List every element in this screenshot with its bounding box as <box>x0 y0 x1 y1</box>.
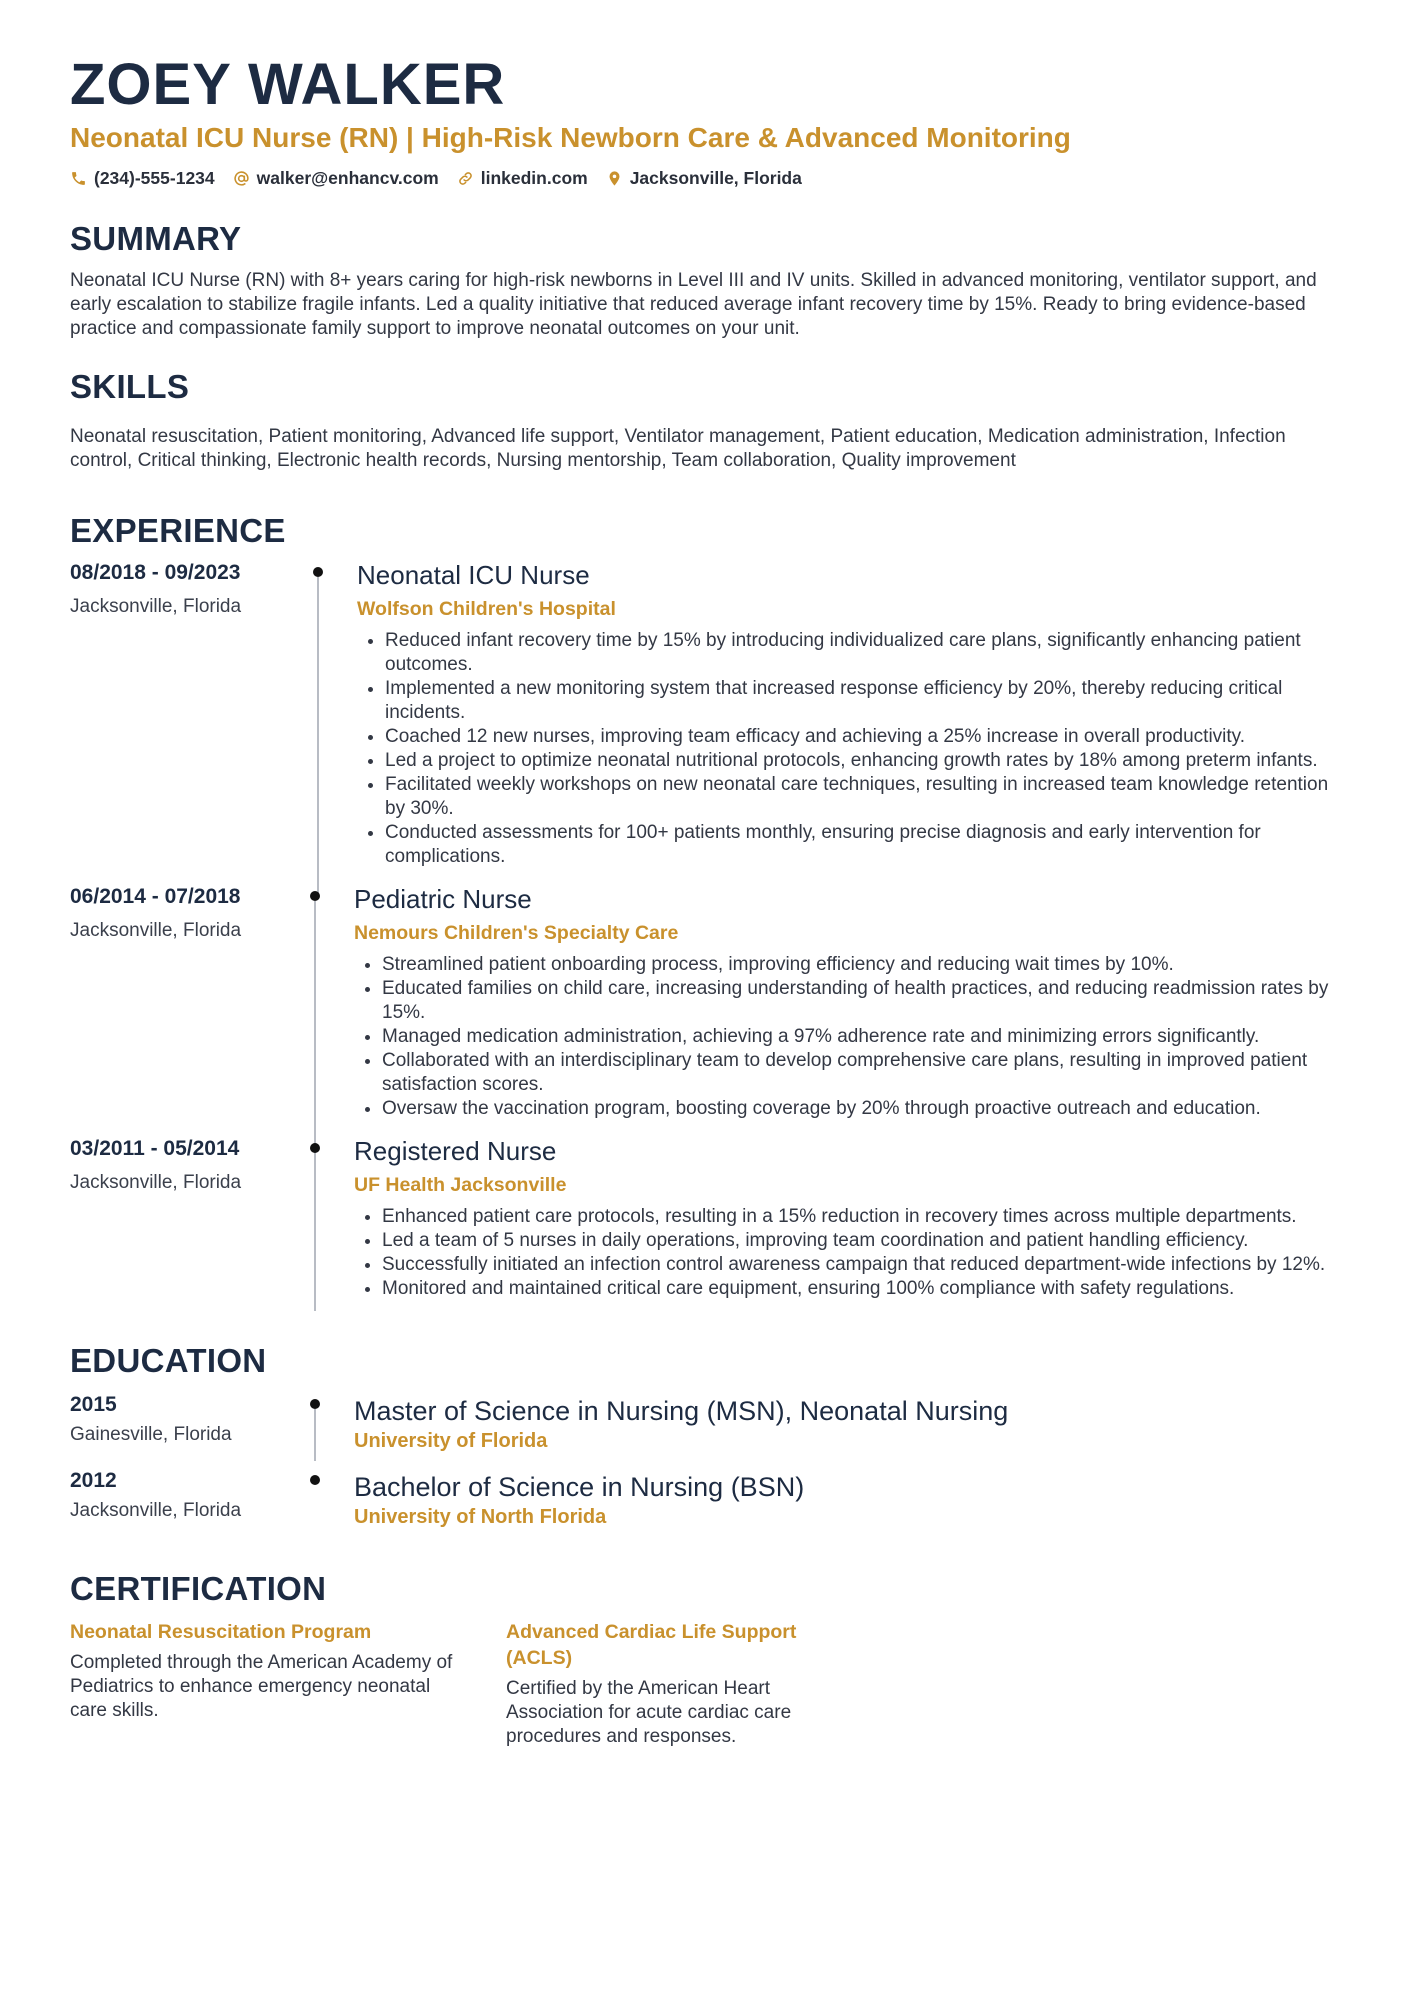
timeline-rail <box>310 1467 354 1529</box>
map-pin-icon <box>606 170 623 187</box>
education-year: 2015 <box>70 1393 117 1416</box>
timeline-rail <box>310 1135 354 1301</box>
achievement-item: • Led a team of 5 nurses in daily operations, improving team coordination and patient handling efficiency. <box>382 1229 1350 1253</box>
achievement-item: • Enhanced patient care protocols, resulting in a 15% reduction in recovery times across multiple departments. <box>382 1205 1350 1229</box>
certification-description: Completed through the American Academy of Pediatrics to enhance emergency neonatal care skills. <box>70 1652 453 1721</box>
degree-title: Master of Science in Nursing (MSN), Neonatal Nursing <box>354 1396 1009 1426</box>
education-location: Gainesville, Florida <box>70 1424 232 1445</box>
experience-dates: 03/2011 - 05/2014 <box>70 1137 240 1160</box>
education-entry <box>70 1391 1350 1453</box>
education-year: 2012 <box>70 1469 117 1492</box>
achievement-item: • Managed medication administration, achieving a 97% adherence rate and minimizing errors significantly. <box>382 1025 1350 1049</box>
at-icon <box>233 170 250 187</box>
achievement-item: • Coached 12 new nurses, improving team efficacy and achieving a 25% increase in overall productivity. <box>385 725 1350 749</box>
certification-name: Advanced Cardiac Life Support (ACLS) <box>506 1621 797 1669</box>
timeline-dot <box>310 1399 320 1409</box>
certification-item <box>506 1619 846 1749</box>
timeline-dot <box>310 1143 320 1153</box>
timeline-rail <box>310 1391 354 1453</box>
phone-text: (234)-555-1234 <box>94 168 215 188</box>
achievement-list <box>354 1205 1350 1301</box>
job-title: Registered Nurse <box>354 1136 557 1166</box>
education-heading: EDUCATION <box>70 1342 267 1379</box>
contact-location <box>606 168 802 189</box>
summary-heading: SUMMARY <box>70 220 242 257</box>
achievement-item: • Reduced infant recovery time by 15% by introducing individualized care plans, significantly enhancing patient outcomes. <box>385 629 1350 677</box>
achievement-list <box>357 629 1350 869</box>
timeline-line <box>314 901 316 1171</box>
experience-dates: 06/2014 - 07/2018 <box>70 885 241 908</box>
achievement-item: • Conducted assessments for 100+ patients monthly, ensuring precise diagnosis and early intervention for complications. <box>385 821 1350 869</box>
degree-title: Bachelor of Science in Nursing (BSN) <box>354 1472 805 1502</box>
achievement-list <box>354 953 1350 1121</box>
experience-entry <box>70 883 1350 1121</box>
timeline-line <box>314 1409 316 1461</box>
achievement-item: • Implemented a new monitoring system that increased response efficiency by 20%, thereby reducing critical incidents. <box>385 677 1350 725</box>
skills-heading: SKILLS <box>70 368 190 405</box>
certification-list <box>70 1619 1350 1749</box>
achievement-item: • Led a project to optimize neonatal nutritional protocols, enhancing growth rates by 18% among preterm infants. <box>385 749 1350 773</box>
email-text: walker@enhancv.com <box>256 168 439 188</box>
resume-page <box>70 52 1350 1749</box>
school-name: University of North Florida <box>354 1506 607 1528</box>
certification-heading: CERTIFICATION <box>70 1570 327 1607</box>
timeline-dot <box>310 1475 320 1485</box>
achievement-item: • Facilitated weekly workshops on new neonatal care techniques, resulting in increased team knowledge retention by 30%. <box>385 773 1350 821</box>
headline: Neonatal ICU Nurse (RN) | High-Risk Newborn Care & Advanced Monitoring <box>70 122 1071 153</box>
timeline-rail <box>310 883 354 1121</box>
experience-location: Jacksonville, Florida <box>70 596 242 617</box>
timeline-line <box>317 577 319 899</box>
experience-dates: 08/2018 - 09/2023 <box>70 561 241 584</box>
company-name: Nemours Children's Specialty Care <box>354 922 679 944</box>
job-title: Neonatal ICU Nurse <box>357 560 590 590</box>
contact-phone[interactable] <box>70 168 215 189</box>
certification-name: Neonatal Resuscitation Program <box>70 1621 372 1643</box>
job-title: Pediatric Nurse <box>354 884 532 914</box>
skills-text: Neonatal resuscitation, Patient monitoring, Advanced life support, Ventilator management, Patient education, Medication administration, Infection control, Critical thinking, Electronic health records, Nursing mentorship, Team collaboration, Quality improvement <box>70 426 1286 471</box>
contact-bar <box>70 168 1350 189</box>
timeline-line <box>314 1153 316 1311</box>
achievement-item: • Educated families on child care, increasing understanding of health practices, and reducing readmission rates by 15%. <box>382 977 1350 1025</box>
link-icon <box>457 170 474 187</box>
achievement-item: • Oversaw the vaccination program, boosting coverage by 20% through proactive outreach and education. <box>382 1097 1350 1121</box>
education-entry <box>70 1467 1350 1529</box>
experience-entry <box>70 559 1350 869</box>
certification-description: Certified by the American Heart Association for acute cardiac care procedures and responses. <box>506 1678 792 1747</box>
summary-text: Neonatal ICU Nurse (RN) with 8+ years caring for high-risk newborns in Level III and IV units. Skilled in advanced monitoring, ventilator support, and early escalation to stabilize fragile infants. Led a quality initiative that reduced average infant recovery time by 15%. Ready to bring evidence-based practice and compassionate family support to improve neonatal outcomes on your unit. <box>70 270 1317 339</box>
experience-location: Jacksonville, Florida <box>70 1172 242 1193</box>
phone-icon <box>70 170 87 187</box>
achievement-item: • Collaborated with an interdisciplinary team to develop comprehensive care plans, resulting in improved patient satisfaction scores. <box>382 1049 1350 1097</box>
experience-heading: EXPERIENCE <box>70 512 286 549</box>
location-text: Jacksonville, Florida <box>629 168 802 188</box>
company-name: Wolfson Children's Hospital <box>357 598 616 620</box>
candidate-name: ZOEY WALKER <box>70 52 506 117</box>
certification-item <box>70 1619 470 1749</box>
achievement-item: • Monitored and maintained critical care equipment, ensuring 100% compliance with safety regulations. <box>382 1277 1350 1301</box>
contact-linkedin[interactable] <box>457 168 588 189</box>
education-location: Jacksonville, Florida <box>70 1500 242 1521</box>
company-name: UF Health Jacksonville <box>354 1174 567 1196</box>
achievement-item: • Successfully initiated an infection control awareness campaign that reduced department-wide infections by 12%. <box>382 1253 1350 1277</box>
school-name: University of Florida <box>354 1430 548 1452</box>
achievement-item: • Streamlined patient onboarding process, improving efficiency and reducing wait times by 10%. <box>382 953 1350 977</box>
contact-email[interactable] <box>233 168 439 189</box>
experience-entry <box>70 1135 1350 1301</box>
timeline-dot <box>313 567 323 577</box>
linkedin-text: linkedin.com <box>480 168 588 188</box>
experience-location: Jacksonville, Florida <box>70 920 242 941</box>
timeline-rail <box>313 559 357 869</box>
timeline-dot <box>310 891 320 901</box>
